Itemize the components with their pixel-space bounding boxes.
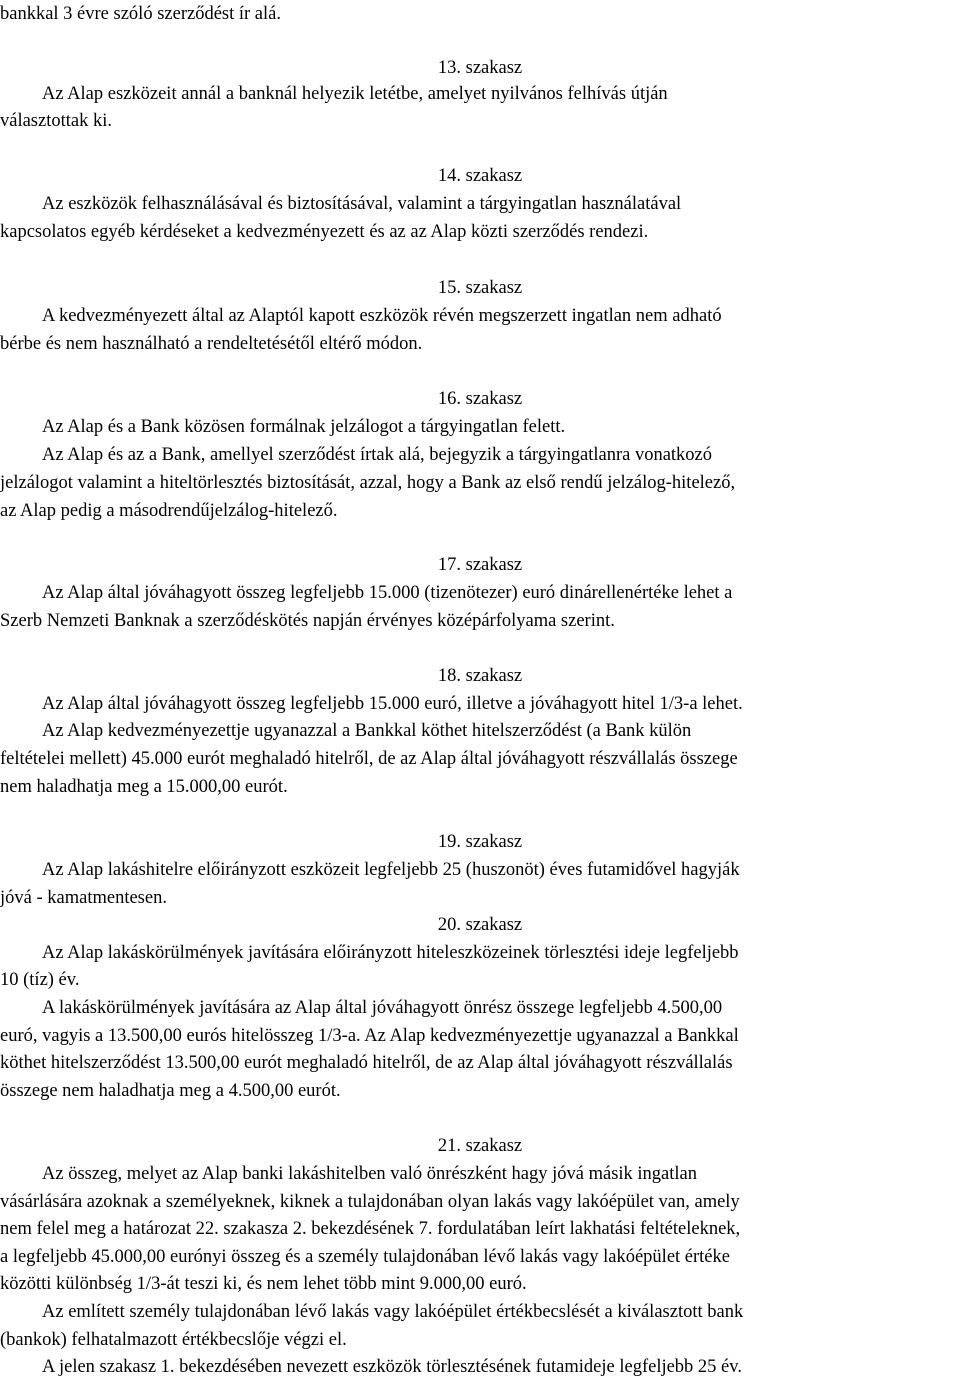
paragraph-line: közötti különbség 1/3-át teszi ki, és nem lehet több mint 9.000,00 euró. xyxy=(0,1274,527,1294)
paragraph-line: Az Alap és a Bank közösen formálnak jelzálogot a tárgyingatlan felett. xyxy=(42,417,566,437)
paragraph-line: Az Alap lakáshitelre előirányzott eszközeit legfeljebb 25 (huszonöt) éves futamidővel hagyják xyxy=(42,860,740,880)
section-heading-19: 19. szakasz xyxy=(437,832,523,852)
paragraph-line: bankkal 3 évre szóló szerződést ír alá. xyxy=(0,4,281,24)
paragraph-line: Az összeg, melyet az Alap banki lakáshitelben való önrészként hagy jóvá másik ingatlan xyxy=(42,1164,698,1184)
paragraph-line: az Alap pedig a másodrendűjelzálog-hitelező. xyxy=(0,501,338,521)
paragraph-line: Az eszközök felhasználásával és biztosításával, valamint a tárgyingatlan használatával xyxy=(42,194,682,214)
paragraph-line: A lakáskörülmények javítására az Alap által jóváhagyott önrész összege legfeljebb 4.500,00 xyxy=(42,998,723,1018)
paragraph-line: nem felel meg a határozat 22. szakasza 2. bekezdésének 7. fordulatában leírt lakhatási feltételeknek, xyxy=(0,1219,741,1239)
paragraph-line: A jelen szakasz 1. bekezdésében nevezett eszközök törlesztésének futamideje legfeljebb 25 év. xyxy=(42,1357,742,1377)
section-heading-18: 18. szakasz xyxy=(437,666,523,686)
paragraph-line: kapcsolatos egyéb kérdéseket a kedvezményezett és az az Alap közti szerződés rendezi. xyxy=(0,222,649,242)
section-heading-15: 15. szakasz xyxy=(437,278,523,298)
paragraph-line: bérbe és nem használható a rendeltetésétől eltérő módon. xyxy=(0,334,423,354)
paragraph-line: jelzálogot valamint a hiteltörlesztés biztosítását, azzal, hogy a Bank az első rendű jelzálog-hitelező, xyxy=(0,473,736,493)
paragraph-line: Az Alap által jóváhagyott összeg legfeljebb 15.000 (tizenötezer) euró dinárellenértéke lehet a xyxy=(42,583,733,603)
paragraph-line: Az Alap lakáskörülmények javítására előirányzott hiteleszközeinek törlesztési ideje legfeljebb xyxy=(42,943,739,963)
paragraph-line: Az Alap eszközeit annál a banknál helyezik letétbe, amelyet nyilvános felhívás útján xyxy=(42,84,668,104)
paragraph-line: 10 (tíz) év. xyxy=(0,970,80,990)
paragraph-line: (bankok) felhatalmazott értékbecslője végzi el. xyxy=(0,1330,347,1350)
paragraph-line: Szerb Nemzeti Banknak a szerződéskötés napján érvényes középárfolyama szerint. xyxy=(0,611,615,631)
section-heading-21: 21. szakasz xyxy=(437,1136,523,1156)
section-heading-14: 14. szakasz xyxy=(437,166,523,186)
paragraph-line: Az Alap kedvezményezettje ugyanazzal a Bankkal köthet hitelszerződést (a Bank külön xyxy=(42,721,692,741)
section-heading-13: 13. szakasz xyxy=(437,58,523,78)
paragraph-line: köthet hitelszerződést 13.500,00 eurót meghaladó hitelről, de az Alap által jóváhagyott részvállalás xyxy=(0,1053,733,1073)
paragraph-line: választottak ki. xyxy=(0,111,112,131)
paragraph-line: feltételei mellett) 45.000 eurót meghaladó hitelről, de az Alap által jóváhagyott részvállalás összege xyxy=(0,749,738,769)
section-heading-20: 20. szakasz xyxy=(437,915,523,935)
paragraph-line: A kedvezményezett által az Alaptól kapott eszközök révén megszerzett ingatlan nem adható xyxy=(42,306,722,326)
paragraph-line: összege nem haladhatja meg a 4.500,00 eurót. xyxy=(0,1081,341,1101)
paragraph-line: vásárlására azoknak a személyeknek, kiknek a tulajdonában olyan lakás vagy lakóépület van, amely xyxy=(0,1192,740,1212)
section-heading-16: 16. szakasz xyxy=(437,389,523,409)
paragraph-line: jóvá - kamatmentesen. xyxy=(0,888,167,908)
paragraph-line: a legfeljebb 45.000,00 eurónyi összeg és a személy tulajdonában lévő lakás vagy lakóépület értéke xyxy=(0,1247,730,1267)
section-heading-17: 17. szakasz xyxy=(437,555,523,575)
paragraph-line: nem haladhatja meg a 15.000,00 eurót. xyxy=(0,777,288,797)
paragraph-line: Az Alap és az a Bank, amellyel szerződést írtak alá, bejegyzik a tárgyingatlanra vonatkozó xyxy=(42,445,713,465)
paragraph-line: Az Alap által jóváhagyott összeg legfeljebb 15.000 euró, illetve a jóváhagyott hitel 1/3-a lehet. xyxy=(42,694,743,714)
paragraph-line: euró, vagyis a 13.500,00 eurós hitelösszeg 1/3-a. Az Alap kedvezményezettje ugyanazzal a Bankkal xyxy=(0,1026,739,1046)
paragraph-line: Az említett személy tulajdonában lévő lakás vagy lakóépület értékbecslését a kiválasztott bank xyxy=(42,1302,744,1322)
